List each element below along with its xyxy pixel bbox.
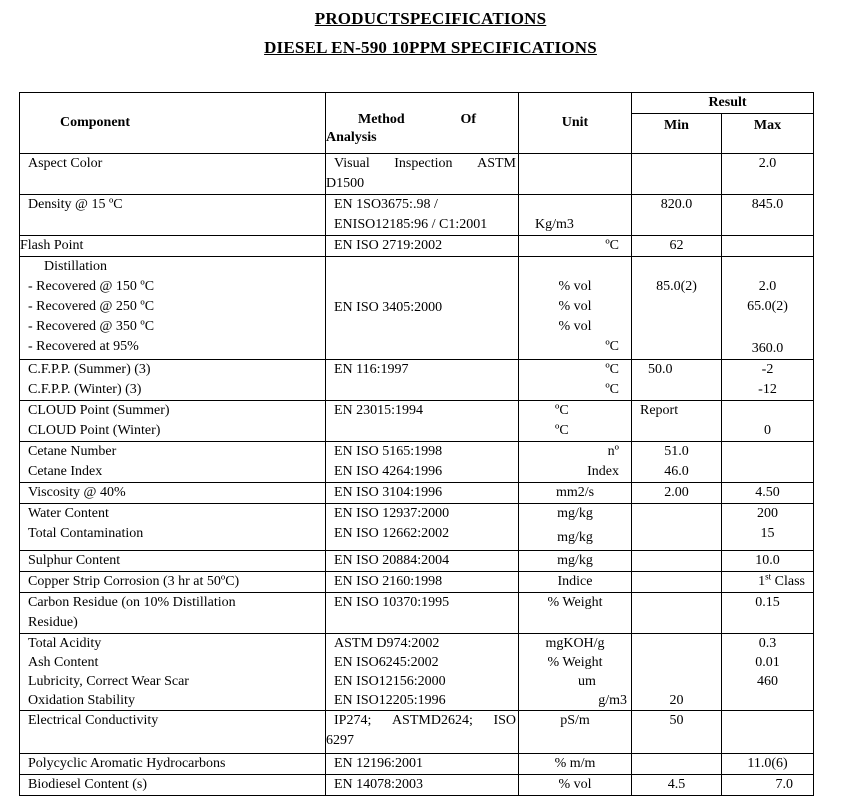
unit-line: nº <box>607 444 619 459</box>
max-cell <box>722 401 814 442</box>
method-line: EN ISO 12937:2000 <box>334 506 450 521</box>
max-cell: 0.15 <box>722 593 814 634</box>
method-line: EN ISO 4264:1996 <box>334 464 443 479</box>
table-row <box>20 401 814 442</box>
max-line: 15 <box>760 526 775 541</box>
header-max: Max <box>722 114 814 154</box>
unit-line: ºC <box>555 423 569 438</box>
document-subtitle: DIESEL EN-590 10PPM SPECIFICATIONS <box>264 38 597 57</box>
component-cell: Viscosity @ 40% <box>20 483 326 504</box>
component-cell: Biodiesel Content (s) <box>20 775 326 796</box>
max-cell <box>722 711 814 754</box>
max-cell <box>722 442 814 483</box>
min-cell <box>632 442 722 483</box>
min-cell: 820.0 <box>632 195 722 236</box>
component-line: Total Contamination <box>28 526 144 541</box>
min-cell <box>632 257 722 360</box>
unit-line: mg/kg <box>557 530 593 545</box>
max-cell <box>722 634 814 711</box>
component-line: Water Content <box>28 506 109 521</box>
unit-line: ºC <box>605 362 619 377</box>
component-line: - Recovered @ 350 ºC <box>28 319 155 334</box>
max-cell: 10.0 <box>722 551 814 572</box>
method-cell <box>326 711 519 754</box>
unit-line: Index <box>587 464 619 479</box>
unit-line: ºC <box>605 382 619 397</box>
table-row <box>20 551 814 572</box>
max-value: Class <box>771 574 805 589</box>
component-cell: Density @ 15 ºC <box>20 195 326 236</box>
method-line: EN ISO 5165:1998 <box>334 444 443 459</box>
method-cell: EN ISO 20884:2004 <box>326 551 519 572</box>
component-line: C.F.P.P. (Winter) (3) <box>28 382 142 397</box>
component-cell: Copper Strip Corrosion (3 hr at 50ºC) <box>20 572 326 593</box>
component-cell <box>20 360 326 401</box>
distillation-heading: Distillation <box>44 259 107 274</box>
component-line: - Recovered @ 250 ºC <box>28 299 155 314</box>
unit-line: mgKOH/g <box>545 636 605 651</box>
table-row <box>20 504 814 551</box>
table-row <box>20 754 814 775</box>
method-cell <box>326 634 519 711</box>
component-line: CLOUD Point (Winter) <box>28 423 161 438</box>
unit-cell <box>519 154 632 195</box>
method-word: D1500 <box>326 176 365 191</box>
method-cell: EN 23015:1994 <box>326 401 519 442</box>
method-cell <box>326 195 519 236</box>
table-row <box>20 593 814 634</box>
component-cell: Polycyclic Aromatic Hydrocarbons <box>20 754 326 775</box>
component-line: Oxidation Stability <box>28 693 135 708</box>
max-cell <box>722 572 814 593</box>
table-row <box>20 711 814 754</box>
unit-line: % vol <box>558 279 592 294</box>
method-cell: EN ISO 10370:1995 <box>326 593 519 634</box>
method-cell: EN ISO 2719:2002 <box>326 236 519 257</box>
min-line: 51.0 <box>664 444 689 459</box>
max-line: 0.01 <box>755 655 780 670</box>
method-cell <box>326 504 519 551</box>
max-line: 200 <box>757 506 778 521</box>
table-row <box>20 775 814 796</box>
method-word: ASTM <box>477 156 516 171</box>
max-cell <box>722 257 814 360</box>
max-line: 360.0 <box>751 341 784 356</box>
method-word: ISO <box>493 713 516 728</box>
component-cell <box>20 634 326 711</box>
unit-cell: % vol <box>519 775 632 796</box>
min-cell: 4.5 <box>632 775 722 796</box>
min-cell <box>632 593 722 634</box>
method-line: EN ISO 12662:2002 <box>334 526 450 541</box>
unit-cell <box>519 360 632 401</box>
max-line: 0 <box>764 423 771 438</box>
header-method <box>326 93 519 154</box>
max-value: 1 <box>758 574 766 589</box>
header-result: Result <box>632 93 814 114</box>
component-line: - Recovered @ 150 ºC <box>28 279 155 294</box>
method-cell: EN 14078:2003 <box>326 775 519 796</box>
unit-cell: mg/kg <box>519 551 632 572</box>
max-cell <box>722 360 814 401</box>
table-row <box>20 442 814 483</box>
method-line: EN ISO12156:2000 <box>334 674 446 689</box>
min-cell: 62 <box>632 236 722 257</box>
unit-cell: ºC <box>519 236 632 257</box>
method-word: ASTMD2624; <box>391 713 473 728</box>
unit-cell: Kg/m3 <box>519 195 632 236</box>
min-cell: 2.00 <box>632 483 722 504</box>
table-header-row <box>20 93 814 114</box>
method-line: ASTM D974:2002 <box>334 636 440 651</box>
unit-line: mg/kg <box>557 506 593 521</box>
unit-line: um <box>578 674 596 689</box>
unit-line: % vol <box>558 299 592 314</box>
min-cell <box>632 572 722 593</box>
max-superscript: st <box>765 571 772 582</box>
max-line: -12 <box>758 382 777 397</box>
max-cell: 2.0 <box>722 154 814 195</box>
unit-cell: pS/m <box>519 711 632 754</box>
min-line: 46.0 <box>664 464 689 479</box>
document-title: PRODUCTSPECIFICATIONS <box>314 9 547 28</box>
header-component: Component <box>20 93 326 154</box>
header-method-word: Method <box>358 112 405 127</box>
unit-cell <box>519 634 632 711</box>
header-unit: Unit <box>519 93 632 154</box>
unit-cell <box>519 442 632 483</box>
unit-cell <box>519 401 632 442</box>
component-line: Ash Content <box>28 655 99 670</box>
method-line: ENISO12185:96 / C1:2001 <box>334 217 488 232</box>
component-cell <box>20 257 326 360</box>
min-line: Report <box>640 403 679 418</box>
unit-line: % Weight <box>547 655 603 670</box>
method-line: EN ISO6245:2002 <box>334 655 439 670</box>
min-cell <box>632 401 722 442</box>
table-row <box>20 483 814 504</box>
min-cell <box>632 360 722 401</box>
method-word: 6297 <box>326 733 354 748</box>
method-cell <box>326 154 519 195</box>
unit-cell <box>519 504 632 551</box>
max-line: 460 <box>757 674 778 689</box>
method-cell: EN ISO 2160:1998 <box>326 572 519 593</box>
table-row <box>20 257 814 360</box>
min-cell <box>632 754 722 775</box>
method-word: IP274; <box>334 713 372 728</box>
max-cell: 845.0 <box>722 195 814 236</box>
component-cell <box>20 504 326 551</box>
min-cell <box>632 504 722 551</box>
max-cell: 11.0(6) <box>722 754 814 775</box>
unit-cell: % Weight <box>519 593 632 634</box>
min-cell <box>632 551 722 572</box>
component-line: Lubricity, Correct Wear Scar <box>28 674 189 689</box>
unit-cell <box>519 257 632 360</box>
component-line: Cetane Index <box>28 464 103 479</box>
min-cell: 50 <box>632 711 722 754</box>
max-cell <box>722 504 814 551</box>
header-min: Min <box>632 114 722 154</box>
table-row <box>20 572 814 593</box>
specifications-table <box>19 92 814 796</box>
max-line: 0.3 <box>758 636 777 651</box>
method-cell: EN 116:1997 <box>326 360 519 401</box>
method-word: Visual <box>334 156 370 171</box>
table-row <box>20 154 814 195</box>
table-row <box>20 236 814 257</box>
unit-cell: mm2/s <box>519 483 632 504</box>
min-line: 85.0(2) <box>656 279 697 294</box>
unit-line: ºC <box>555 403 569 418</box>
min-line: 50.0 <box>648 362 673 377</box>
method-line: EN 1SO3675:.98 / <box>334 197 438 212</box>
method-cell: EN ISO 3405:2000 <box>326 257 519 360</box>
header-method-word: Of <box>460 112 476 127</box>
component-line: CLOUD Point (Summer) <box>28 403 170 418</box>
max-line: 2.0 <box>758 279 777 294</box>
table-row <box>20 634 814 711</box>
component-cell <box>20 593 326 634</box>
unit-cell: % m/m <box>519 754 632 775</box>
max-line: -2 <box>761 362 774 377</box>
component-line: C.F.P.P. (Summer) (3) <box>28 362 151 377</box>
min-cell <box>632 634 722 711</box>
min-line: 20 <box>669 693 684 708</box>
component-cell: Flash Point <box>20 236 326 257</box>
table-row <box>20 360 814 401</box>
method-cell: EN 12196:2001 <box>326 754 519 775</box>
max-cell: 4.50 <box>722 483 814 504</box>
component-line: Residue) <box>28 615 78 630</box>
max-cell: 7.0 <box>722 775 814 796</box>
component-cell <box>20 401 326 442</box>
component-cell: Sulphur Content <box>20 551 326 572</box>
header-method-word: Analysis <box>326 130 377 145</box>
component-cell: Aspect Color <box>20 154 326 195</box>
component-cell <box>20 442 326 483</box>
unit-line: g/m3 <box>598 693 627 708</box>
method-cell <box>326 442 519 483</box>
method-line: EN ISO12205:1996 <box>334 693 446 708</box>
table-row <box>20 195 814 236</box>
max-cell <box>722 236 814 257</box>
method-cell: EN ISO 3104:1996 <box>326 483 519 504</box>
unit-line: ºC <box>605 339 619 354</box>
component-line: Cetane Number <box>28 444 117 459</box>
unit-line: % vol <box>558 319 592 334</box>
component-line: Carbon Residue (on 10% Distillation <box>28 595 236 610</box>
method-word: Inspection <box>394 156 453 171</box>
component-line: - Recovered at 95% <box>28 339 139 354</box>
unit-cell: Indice <box>519 572 632 593</box>
component-cell: Electrical Conductivity <box>20 711 326 754</box>
max-line: 65.0(2) <box>747 299 788 314</box>
min-cell <box>632 154 722 195</box>
component-line: Total Acidity <box>28 636 102 651</box>
